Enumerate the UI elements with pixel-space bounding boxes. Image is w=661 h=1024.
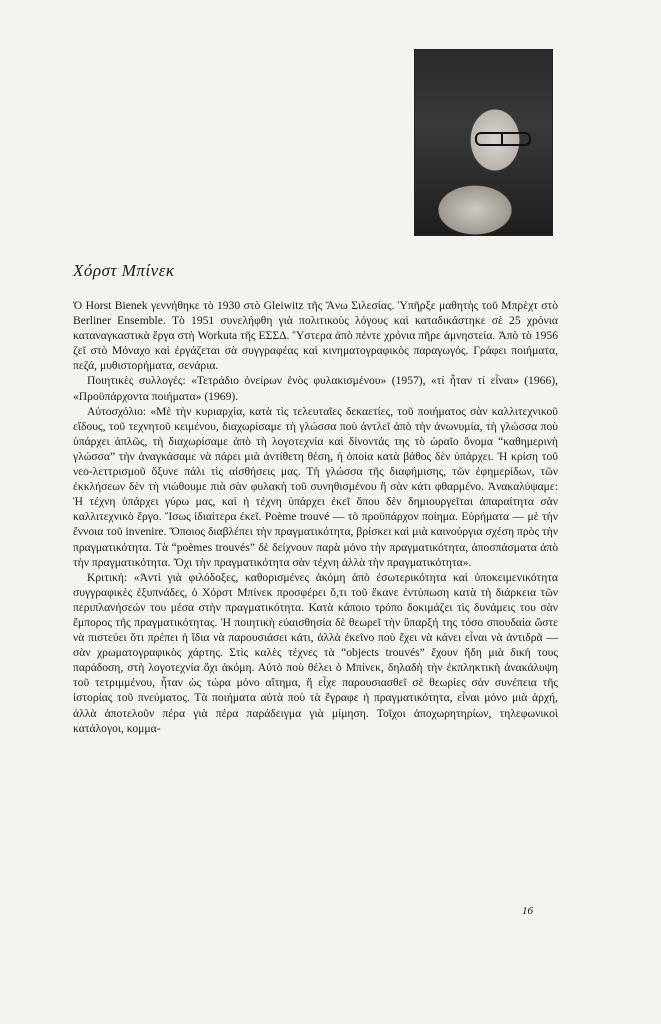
page-number: 16 — [522, 905, 533, 917]
collections-paragraph: Ποιητικὲς συλλογές: «Τετράδιο ὀνείρων ἑνὸς φυλακισμένου» (1957), «τί ἦταν τί εἶναι» (1966), «Προϋπάρχοντα ποιήματα» (1969). — [73, 374, 558, 403]
glasses-shape — [475, 132, 531, 146]
body-text — [73, 298, 558, 736]
critique-paragraph: Κριτική: «Ἀντὶ γιὰ φιλόδοξες, καθορισμένες ἀκόμη ἀπὸ ἐσωτερικότητα καὶ ὑποκειμενικότητα συγγραφικὲς ἐξυπνάδες, ὁ Χόρστ Μπίνεκ προσφέρει ὅ,τι τοῦ ἔκανε ἐντύπωση κατὰ τὴ διάρκεια τῶν περιπλανήσεών του μέσα στὴν πραγματικότητα. Κατὰ κάποιο τρόπο δοκιμάζει τὶς δυνάμεις του σὰν ἔμπορος τῆς πραγματικότητας. Ἡ ποιητικὴ εὐαισθησία δὲ θεωρεῖ τὴν ὕπαρξή της τόσο σπουδαία ὥστε νὰ πιστεύει ὅτι πρέπει ἡ ἴδια νὰ παρουσιάσει κάτι, ἀλλὰ ἐκεῖνο ποὺ ἔχει νὰ κάνει εἶναι νὰ ἀντιδρᾶ — σὰν χρωματογραφικὸς χάρτης. Στὶς καλὲς τέχνες τὰ “objects trouvés” ἔχουν ἤδη μιὰ δική τους παράδοση, στὴ λογοτεχνία ὄχι ἀκόμη. Αὐτὸ ποὺ θέλει ὁ Μπίνεκ, δηλαδὴ τὴν ἐκπληκτικὴ ἀνακάλυψη τοῦ τετριμμένου, ἦταν ὡς τώρα μόνο αἴτημα, ἤ εἶχε παρουσιασθεῖ σὲ θεωρίες σὰν συνέπεια τῆς ἱστορίας τοῦ πνεύματος. Τὰ ποιήματα αὐτὰ ποὺ τὰ ἔγραφε ἡ πραγματικότητα, εἶναι μόνο μιὰ ἀρχή, ἀλλὰ ἀποτελοῦν πέρα γιὰ πέρα παράδειγμα γιὰ μίμηση. Τοῖχοι ἀποχωρητηρίων, τηλεφωνικοὶ κατάλογοι, κομμα- — [73, 570, 558, 735]
author-photo — [414, 49, 553, 236]
self-comment-paragraph: Αὐτοσχόλιο: «Μὲ τὴν κυριαρχία, κατὰ τὶς τελευταῖες δεκαετίες, τοῦ ποιήματος σὰν καλλιτεχνικοῦ εἴδους, τοῦ τεχνητοῦ κειμένου, διαχωρίσαμε τὴ γλώσσα ποὺ ἀντλεῖ ἀπὸ τὴν ἀνωνυμία, τὴ γλώσσα ποὺ ὑπάρχει ἁπλῶς, τὴ διαχωρίσαμε ἀπὸ τὴ λογοτεχνία καὶ δίνοντάς της τὸ ὡραῖο ὄνομα “καθημερινὴ γλώσσα” τὴν ἀναγκάσαμε νὰ πάρει μιὰ ἀντίθετη θέση, ἡ ὁποία κατὰ βάθος δὲν ὑπάρχει. Ἡ κρίση τοῦ νεο-λεττρισμοῦ ὄξυνε πάλι τὶς αἰσθήσεις μας. Τὴ γλώσσα τῆς διαφήμισης, τῶν ἐφημερίδων, τῶν ἐκκλήσεων δὲν τὴ νιώθουμε πιὰ σὰν φυλακὴ τοῦ συνηθισμένου ἢ σὰν κάτι φθαρμένο. Ἀνακαλύψαμε: Ἡ τέχνη ὑπάρχει γύρω μας, καὶ ἡ τέχνη ὑπάρχει ἐκεῖ ὅπου δὲν δημιουργεῖται ἀπαραίτητα σὰν καλλιτεχνικὸ ἔργο. Ἴσως ἰδιαίτερα ἐκεῖ. Poème trouvé — τὸ προϋπάρχον ποίημα. Εὑρήματα — μὲ τὴν ἔννοια τοῦ invenire. Ὅποιος διαβλέπει τὴν πραγματικότητα, βρίσκει καὶ μιὰ καινούργια σχέση πρὸς τὴν πραγματικότητα. Τὰ “poèmes trouvés” δὲ δείχνουν παρὰ μόνο τὴν πραγματικότητα, ἀποσπάσματα ἀπὸ τὴν πραγματικότητα. Ὄχι τὴν πραγματικότητα σὰν τέχνη ἀλλὰ τὴν πραγματικότητα». — [73, 404, 558, 569]
bio-paragraph: Ὁ Horst Bienek γεννήθηκε τὸ 1930 στὸ Gleiwitz τῆς Ἄνω Σιλεσίας. Ὑπῆρξε μαθητὴς τοῦ Μπρὲχτ στὸ Berliner Ensemble. Τὸ 1951 συνελήφθη γιὰ πολιτικοὺς λόγους καὶ καταδικάστηκε σὲ 25 χρόνια καταναγκαστικὰ ἔργα στὴ Workuta τῆς ΕΣΣΔ. Ὕστερα ἀπὸ πέντε χρόνια πῆρε ἀμνηστεία. Ἀπὸ τὸ 1956 ζεῖ στὸ Μόναχο καὶ ἐργάζεται σὰ συγγραφέας καὶ κινηματογραφικὸς παραγωγός. Γράφει ποιήματα, πεζά, μυθιστορήματα, σενάρια. — [73, 299, 558, 373]
author-name: Χόρστ Μπίνεκ — [73, 261, 175, 280]
